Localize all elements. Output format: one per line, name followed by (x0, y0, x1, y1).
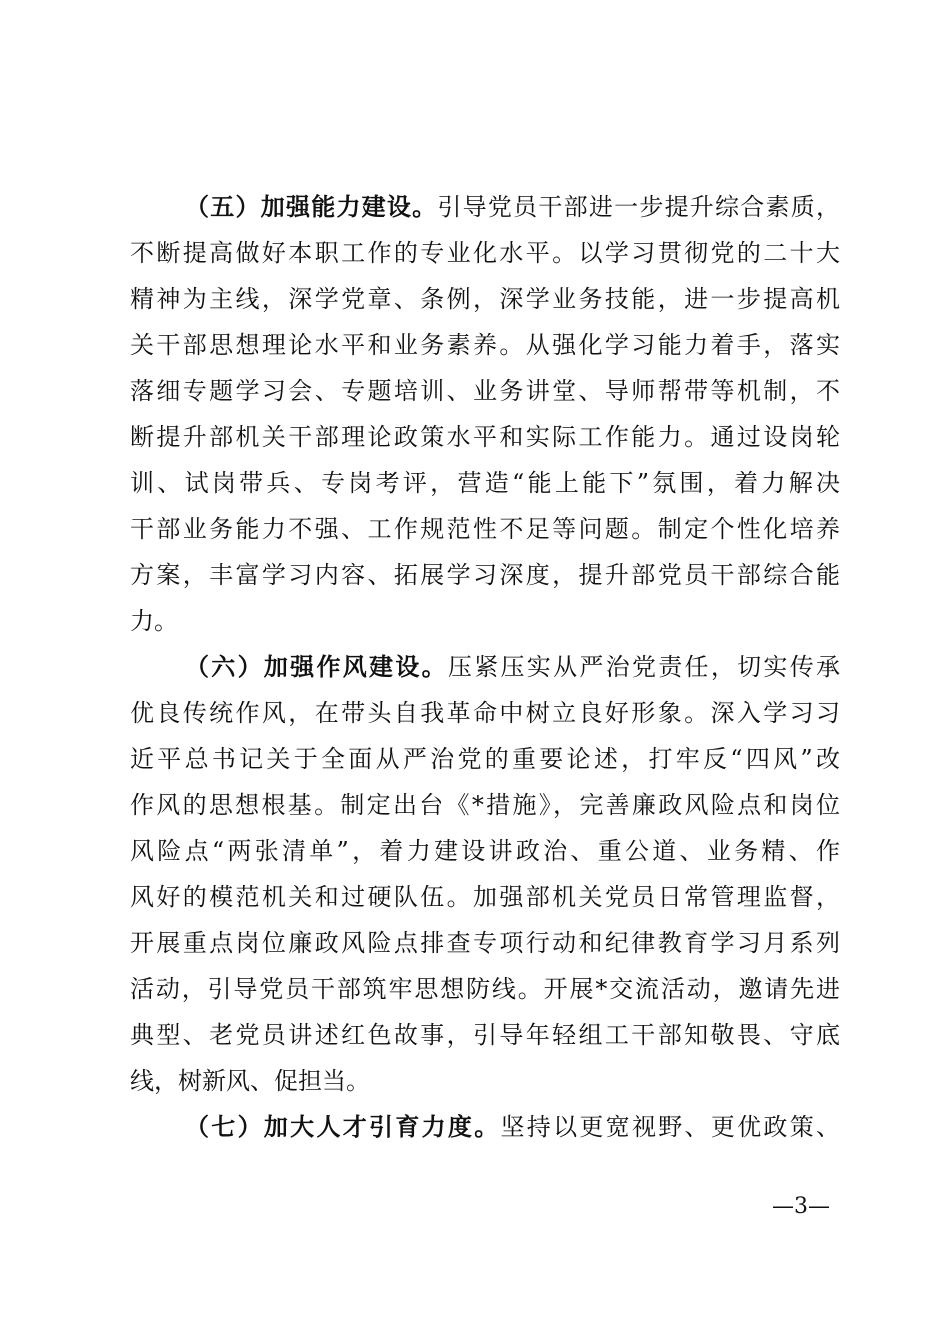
paragraph-5-line-6: 断提升部机关干部理论政策水平和实际工作能力。通过设岗轮 (130, 423, 840, 451)
paragraph-6-line-5: 风险点“两张清单”，着力建设讲政治、重公道、业务精、作 (130, 837, 840, 865)
page-number: —3— (772, 1194, 830, 1219)
paragraph-5-line-4: 关干部思想理论水平和业务素养。从强化学习能力着手，落实 (130, 331, 840, 359)
paragraph-5-line-2: 不断提高做好本职工作的专业化水平。以学习贯彻党的二十大 (130, 239, 840, 267)
paragraph-6-heading: （六）加强作风建设。 (185, 652, 448, 681)
paragraph-5-line-9: 方案，丰富学习内容、拓展学习深度，提升部党员干部综合能 (130, 561, 840, 589)
paragraph-5-heading: （五）加强能力建设。 (185, 192, 438, 221)
paragraph-6-line-2: 优良传统作风，在带头自我革命中树立良好形象。深入学习习 (130, 699, 840, 727)
paragraph-5-line-1 (185, 184, 840, 230)
paragraph-7-heading: （七）加大人才引育力度。 (185, 1112, 501, 1141)
paragraph-6-line-6: 风好的模范机关和过硬队伍。加强部机关党员日常管理监督， (130, 883, 840, 911)
paragraph-5-text: 引导党员干部进一步提升综合素质， (437, 193, 841, 221)
paragraph-6-line-4: 作风的思想根基。制定出台《*措施》，完善廉政风险点和岗位 (130, 791, 840, 819)
paragraph-6-line-10: 线，树新风、促担当。 (130, 1067, 370, 1095)
paragraph-5-line-3: 精神为主线，深学党章、条例，深学业务技能，进一步提高机 (130, 285, 840, 313)
paragraph-6-line-9: 典型、老党员讲述红色故事，引导年轻组工干部知敬畏、守底 (130, 1021, 840, 1049)
paragraph-6-line-7: 开展重点岗位廉政风险点排查专项行动和纪律教育学习月系列 (130, 929, 840, 957)
paragraph-5-line-5: 落细专题学习会、专题培训、业务讲堂、导师帮带等机制，不 (130, 377, 840, 405)
paragraph-6-text: 压紧压实从严治党责任，切实传承 (447, 653, 841, 681)
paragraph-7-line-1 (185, 1104, 840, 1150)
paragraph-6-line-1 (185, 644, 840, 690)
paragraph-6-line-8: 活动，引导党员干部筑牢思想防线。开展*交流活动，邀请先进 (130, 975, 840, 1003)
paragraph-5-line-8: 干部业务能力不强、工作规范性不足等问题。制定个性化培养 (130, 515, 840, 543)
paragraph-7-text: 坚持以更宽视野、更优政策、 (500, 1113, 840, 1141)
paragraph-6-line-3: 近平总书记关于全面从严治党的重要论述，打牢反“四风”改 (130, 745, 840, 773)
paragraph-5-line-7: 训、试岗带兵、专岗考评，营造“能上能下”氛围，着力解决 (130, 469, 840, 497)
paragraph-5-line-10: 力。 (130, 607, 178, 635)
